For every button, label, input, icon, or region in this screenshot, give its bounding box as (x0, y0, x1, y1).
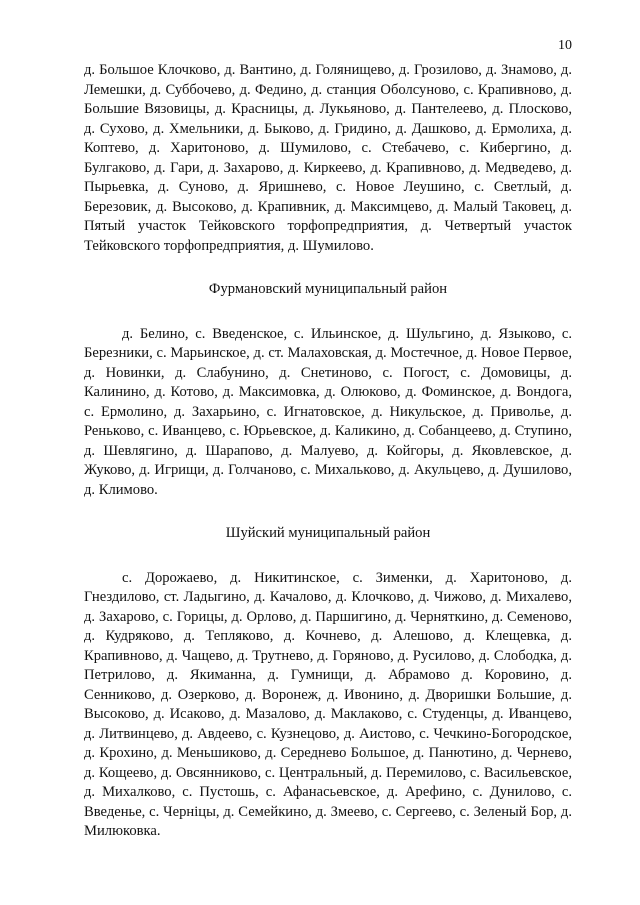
section-heading-shuysky: Шуйский муниципальный район (225, 525, 431, 541)
section-heading-furmanovsky: Фурмановский муниципальный район (208, 281, 448, 297)
settlements-list-shuysky: с. Дорожаево, д. Никитинское, с. Зименки, д. Харитоново, д. Гнездилово, ст. Ладыгино, д. Качалово, д. Клочково, д. Чижово, д. Михалево, д. Захарово, с. Горицы, д. Орлово, д. Паршигино, д. Черняткино, д. Семеново, д. Кудряково, д. Тепляково, д. Кочнево, д. Алешово, д. Клещевка, д. Крапивново, д. Чащево, д. Трутнево, д. Горяново, д. Русилово, д. Слободка, д. Петрилово, д. Якиманна, д. Гумнищи, д. Абрамово д. Коровино, д. Сенниково, д. Озерково, д. Воронеж, д. Ивонино, д. Дворишки Большие, д. Высоково, д. Исаково, д. Мазалово, д. Маклаково, с. Студенцы, д. Иванцево, д. Литвинцево, д. Авдеево, с. Кузнецово, д. Аистово, с. Чечкино-Богородское, д. Крохино, д. Меньшиково, д. Середнево Большое, д. Панютино, д. Чернево, д. Кощеево, д. Овсянниково, с. Центральный, д. Перемилово, с. Васильевское, д. Михалково, с. Пустошь, с. Афанасьевское, д. Арефино, с. Дунилово, с. Введенье, с. Черніцы, д. Семейкино, д. Змеево, с. Сергеево, с. Зеленый Бор, д. Милюковка. (84, 569, 572, 839)
document-body (84, 61, 572, 842)
page-number: 10 (558, 38, 572, 53)
settlements-list-continued: д. Большое Клочково, д. Вантино, д. Голянищево, д. Грозилово, д. Знамово, д. Лемешки, д. Суббочево, д. Федино, д. станция Оболсуново, с. Крапивново, д. Большие Вязовицы, д. Красницы, д. Лукьяново, д. Пантелеево, д. Плосково, д. Сухово, д. Хмельники, д. Быково, д. Гридино, д. Дашково, д. Ермолиха, д. Коптево, д. Харитоново, д. Шумилово, с. Стебачево, с. Кибергино, д. Булгаково, д. Гари, д. Захарово, д. Киркеево, д. Крапивново, д. Медведево, д. Пырьевка, д. Суново, д. Яришнево, с. Новое Леушино, с. Светлый, д. Березовик, д. Высоково, д. Крапивник, д. Максимцево, д. Малый Таковец, д. Пятый участок Тейковского торфопредприятия, д. Четвертый участок Тейковского торфопредприятия, д. Шумилово. (84, 62, 572, 254)
settlements-list-furmanovsky: д. Белино, с. Введенское, с. Ильинское, д. Шульгино, д. Языково, с. Березники, с. Марьинское, д. ст. Малаховская, д. Мостечное, д. Новое Первое, д. Новинки, д. Слабунино, д. Снетиново, с. Погост, с. Домовицы, д. Калинино, д. Котово, д. Максимовка, д. Олюково, д. Фоминское, д. Вондога, с. Ермолино, д. Захарьино, с. Игнатовское, д. Никульское, д. Приволье, д. Реньково, с. Иванцево, с. Юрьевское, д. Каликино, д. Собанцеево, д. Ступино, д. Шевлягино, д. Шарапово, д. Малуево, д. Койгоры, д. Яковлевское, д. Жуково, д. Игрищи, д. Голчаново, с. Михальково, д. Акульцево, д. Душилово, д. Климово. (84, 325, 572, 498)
